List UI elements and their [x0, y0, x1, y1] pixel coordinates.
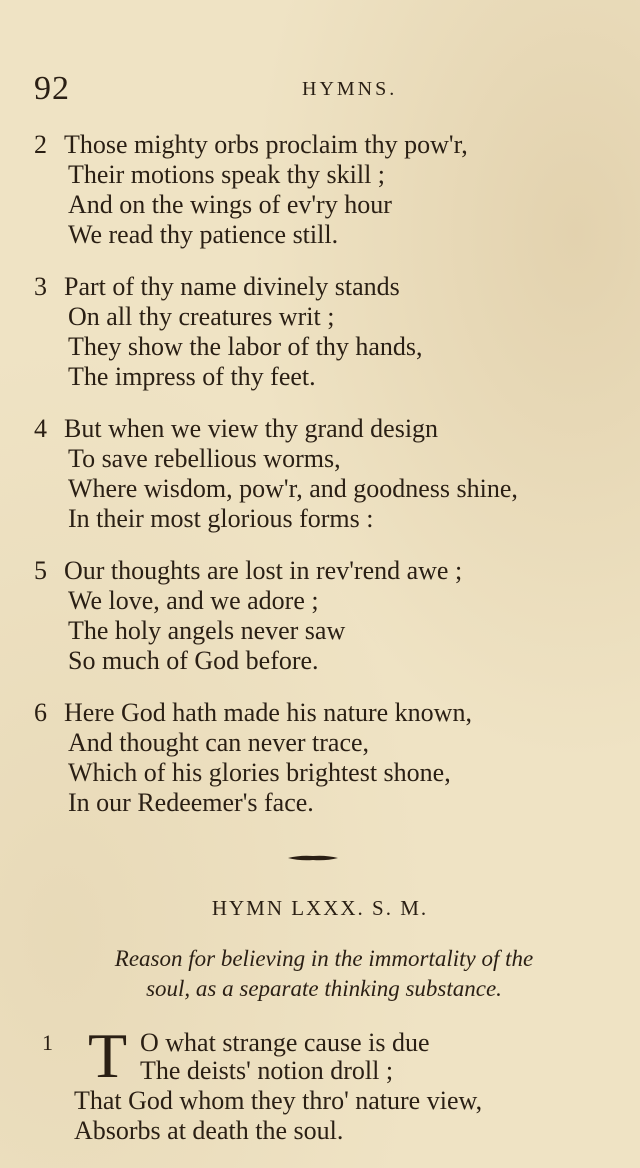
stanza-number: 6	[34, 698, 47, 727]
stanza-number: 3	[34, 272, 47, 301]
verse-line: The holy angels never saw	[68, 616, 346, 645]
page-header	[34, 70, 610, 110]
verse-line: To save rebellious worms,	[68, 444, 341, 473]
page-number: 92	[34, 70, 70, 107]
hymn-title: HYMN LXXX. S. M.	[211, 896, 429, 920]
verse-line: Here God hath made his nature known,	[64, 698, 472, 727]
verse-line: But when we view thy grand design	[64, 414, 439, 443]
verse-line: Their motions speak thy skill ;	[68, 160, 386, 189]
drop-cap: T	[88, 1020, 128, 1091]
verse-line: Which of his glories brightest shone,	[68, 758, 451, 787]
verse-line: The impress of thy feet.	[68, 362, 316, 391]
verse-line: They show the labor of thy hands,	[68, 332, 423, 361]
verse-line: And thought can never trace,	[68, 728, 370, 757]
verse-line: On all thy creatures writ ;	[68, 302, 335, 331]
stanza-number: 1	[42, 1030, 53, 1055]
verse-line: Where wisdom, pow'r, and goodness shine,	[68, 474, 518, 503]
verse-line: That God whom they thro' nature view,	[74, 1086, 483, 1115]
stanza-number: 5	[34, 556, 47, 585]
stanza-5	[34, 556, 614, 676]
running-title: HYMNS.	[302, 78, 398, 100]
verse-line: In their most glorious forms :	[68, 504, 374, 533]
verse-line: And on the wings of ev'ry hour	[68, 190, 392, 219]
verse-line: Those mighty orbs proclaim thy pow'r,	[64, 130, 468, 159]
verse-line: The deists' notion droll ;	[140, 1056, 394, 1085]
verse-line: In our Redeemer's face.	[68, 788, 314, 817]
stanza-number: 4	[34, 414, 47, 443]
ornament-divider	[288, 854, 338, 862]
stanza-number: 2	[34, 130, 47, 159]
stanza-6	[34, 698, 614, 818]
hymn-subtitle: Reason for believing in the immortality of the	[114, 946, 534, 971]
stanza-2	[34, 130, 614, 250]
verse-line: Our thoughts are lost in rev'rend awe ;	[64, 556, 463, 585]
verse-line: Part of thy name divinely stands	[64, 272, 400, 301]
verse-line: We read thy patience still.	[68, 220, 339, 249]
stanza-3	[34, 272, 614, 392]
verse-line: Absorbs at death the soul.	[74, 1116, 344, 1145]
verse-line: So much of God before.	[68, 646, 319, 675]
verse-line: We love, and we adore ;	[68, 586, 319, 615]
hymn-subtitle: soul, as a separate thinking substance.	[146, 976, 502, 1001]
verse-line: O what strange cause is due	[140, 1028, 430, 1057]
stanza-4	[34, 414, 614, 534]
